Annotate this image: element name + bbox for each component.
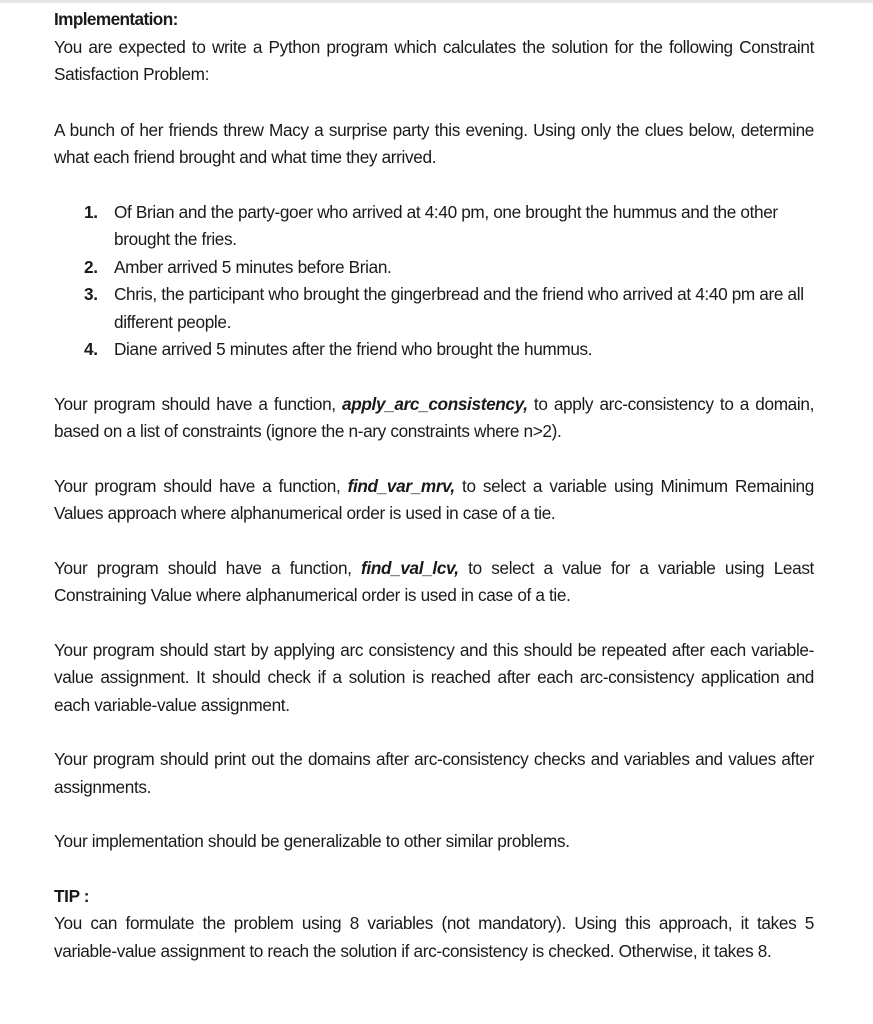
requirement-arc-consistency <box>54 391 814 446</box>
clue-number: 4. <box>84 339 98 359</box>
tip-text: You can formulate the problem using 8 variables (not mandatory). Using this approach, it takes 5 variable-value assignment to reach the solution if arc-consistency is checked. Otherwise, it takes 8. <box>54 913 814 961</box>
requirement-text-before: Your program should have a function, <box>54 393 343 414</box>
clue-text: Chris, the participant who brought the gingerbread and the friend who arrived at 4:40 pm are all different people. <box>114 284 804 332</box>
assignment-document <box>54 6 814 965</box>
requirement-start: Your program should start by applying arc consistency and this should be repeated after each variable-value assignment. It should check if a solution is reached after each arc-consistency application and each variable-value assignment. <box>54 639 814 715</box>
clue-item-1 <box>84 199 814 254</box>
section-heading: Implementation: <box>54 9 178 29</box>
requirement-generalizable: Your implementation should be generalizable to other similar problems. <box>54 831 570 851</box>
clue-text: Diane arrived 5 minutes after the friend who brought the hummus. <box>114 339 593 359</box>
intro-paragraph: You are expected to write a Python program which calculates the solution for the following Constraint Satisfaction Problem: <box>54 36 814 84</box>
requirement-print: Your program should print out the domains after arc-consistency checks and variables and values after assignments. <box>54 749 814 797</box>
clue-list <box>54 199 814 364</box>
clue-number: 1. <box>84 201 98 222</box>
tip-label: TIP : <box>54 885 90 906</box>
requirement-text-before: Your program should have a function, <box>54 475 348 496</box>
top-divider <box>0 0 873 3</box>
requirement-lcv <box>54 555 814 610</box>
clue-text: Amber arrived 5 minutes before Brian. <box>114 256 392 277</box>
function-name-lcv: find_val_lcv, <box>361 557 459 578</box>
requirement-text-after: to select a variable using Minimum Remaining Values approach where alphanumerical order is used in case of a tie. <box>54 475 814 523</box>
function-name-arc-consistency: apply_arc_consistency, <box>342 393 528 414</box>
requirement-text-after: to select a value for a variable using Least Constraining Value where alphanumerical order is used in case of a tie. <box>54 557 814 605</box>
requirement-text-after: to apply arc-consistency to a domain, based on a list of constraints (ignore the n-ary constraints where n>2). <box>54 393 814 441</box>
requirement-text-before: Your program should have a function, <box>54 557 362 578</box>
clue-item-3 <box>84 281 814 336</box>
clue-item-2 <box>84 254 814 282</box>
function-name-mrv: find_var_mrv, <box>347 475 455 496</box>
puzzle-intro-paragraph: A bunch of her friends threw Macy a surprise party this evening. Using only the clues below, determine what each friend brought and what time they arrived. <box>54 119 814 167</box>
clue-number: 3. <box>84 284 98 304</box>
requirement-mrv <box>54 473 814 528</box>
clue-text: Of Brian and the party-goer who arrived at 4:40 pm, one brought the hummus and the other brought the fries. <box>114 201 778 249</box>
clue-number: 2. <box>84 256 98 277</box>
clue-item-4 <box>84 336 814 364</box>
